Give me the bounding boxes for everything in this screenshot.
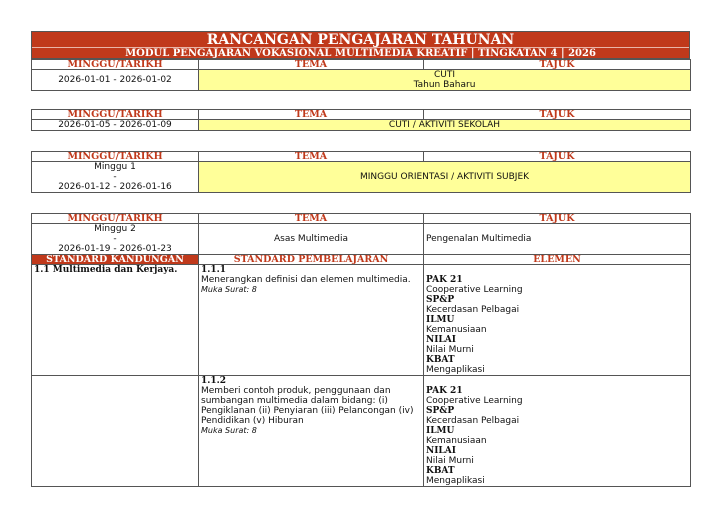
col-header-tajuk: TAJUK <box>424 110 691 120</box>
elemen-value: Kemanusiaan <box>426 436 487 446</box>
col-header-minggu: MINGGU/TARIKH <box>32 60 199 70</box>
col-header-tema: TEMA <box>199 214 424 224</box>
standard-kandungan-cell-empty <box>32 376 199 487</box>
week-date: 2026-01-12 - 2026-01-16 <box>58 182 172 192</box>
elemen-head: SP&P <box>426 295 455 305</box>
week-number: Minggu 1 <box>94 162 136 172</box>
elemen-head: PAK 21 <box>426 275 463 285</box>
elemen-value: Mengaplikasi <box>426 365 485 375</box>
document-subtitle: MODUL PENGAJARAN VOKASIONAL MULTIMEDIA KREATIF | TINGKATAN 4 | 2026 <box>32 47 689 59</box>
elemen-value: Nilai Murni <box>426 345 474 355</box>
week-dash: - <box>113 172 117 182</box>
elemen-value: Cooperative Learning <box>426 396 523 406</box>
week-date: 2026-01-01 - 2026-01-02 <box>32 70 199 91</box>
elemen-value: Kemanusiaan <box>426 325 487 335</box>
week-number: Minggu 2 <box>94 224 136 234</box>
elemen-head: KBAT <box>426 466 455 476</box>
elemen-value: Cooperative Learning <box>426 285 523 295</box>
sp-cell <box>199 376 424 487</box>
col-header-minggu: MINGGU/TARIKH <box>32 214 199 224</box>
standard-kandungan-cell: 1.1 Multimedia dan Kerjaya. <box>32 265 199 376</box>
holiday-cell <box>199 70 691 91</box>
week-table-3 <box>31 151 691 193</box>
tema-cell: Asas Multimedia <box>199 224 424 255</box>
tajuk-cell: Pengenalan Multimedia <box>424 224 691 255</box>
elemen-head: KBAT <box>426 355 455 365</box>
elemen-head: ILMU <box>426 315 455 325</box>
col-header-tema: TEMA <box>199 152 424 162</box>
elemen-head: PAK 21 <box>426 386 463 396</box>
orientation-cell: MINGGU ORIENTASI / AKTIVITI SUBJEK <box>199 162 691 193</box>
week-dash: - <box>113 234 117 244</box>
col-header-minggu: MINGGU/TARIKH <box>32 152 199 162</box>
elemen-value: Nilai Murni <box>426 456 474 466</box>
holiday-name: Tahun Baharu <box>413 80 476 90</box>
elemen-cell <box>424 376 691 487</box>
col-header-elemen: ELEMEN <box>424 255 691 265</box>
elemen-head: SP&P <box>426 406 455 416</box>
week-table-2 <box>31 109 691 131</box>
col-header-tajuk: TAJUK <box>424 214 691 224</box>
document-title: RANCANGAN PENGAJARAN TAHUNAN <box>206 32 515 48</box>
document-header <box>31 31 690 59</box>
sp-text: Menerangkan definisi dan elemen multimedia. <box>201 275 411 285</box>
week-date: 2026-01-05 - 2026-01-09 <box>32 120 199 131</box>
week-cell <box>32 224 199 255</box>
week-table-1 <box>31 59 691 91</box>
holiday-label: CUTI <box>433 70 456 80</box>
elemen-head: NILAI <box>426 446 456 456</box>
week-table-4 <box>31 213 691 487</box>
col-header-tema: TEMA <box>199 110 424 120</box>
week-cell <box>32 162 199 193</box>
col-header-tajuk: TAJUK <box>424 60 691 70</box>
elemen-head: ILMU <box>426 426 455 436</box>
sp-code: 1.1.1 <box>201 265 227 275</box>
elemen-value: Kecerdasan Pelbagai <box>426 416 520 426</box>
col-header-tajuk: TAJUK <box>424 152 691 162</box>
sp-page: Muka Surat: 8 <box>201 426 257 435</box>
sp-text: Memberi contoh produk, penggunaan dan sumbangan multimedia dalam bidang: (i) Pengiklanan (ii) Penyiaran (iii) Pelancongan (iv) Pendidikan (v) Hiburan <box>201 386 414 426</box>
col-header-tema: TEMA <box>199 60 424 70</box>
col-header-standard-pembelajaran: STANDARD PEMBELAJARAN <box>199 255 424 265</box>
sp-cell <box>199 265 424 376</box>
sp-code: 1.1.2 <box>201 376 227 386</box>
col-header-standard-kandungan: STANDARD KANDUNGAN <box>32 255 199 265</box>
elemen-value: Kecerdasan Pelbagai <box>426 305 520 315</box>
elemen-head: NILAI <box>426 335 456 345</box>
activity-cell: CUTI / AKTIVITI SEKOLAH <box>199 120 691 131</box>
elemen-value: Mengaplikasi <box>426 476 485 486</box>
elemen-cell <box>424 265 691 376</box>
col-header-minggu: MINGGU/TARIKH <box>32 110 199 120</box>
sp-page: Muka Surat: 8 <box>201 285 257 294</box>
week-date: 2026-01-19 - 2026-01-23 <box>58 244 172 254</box>
